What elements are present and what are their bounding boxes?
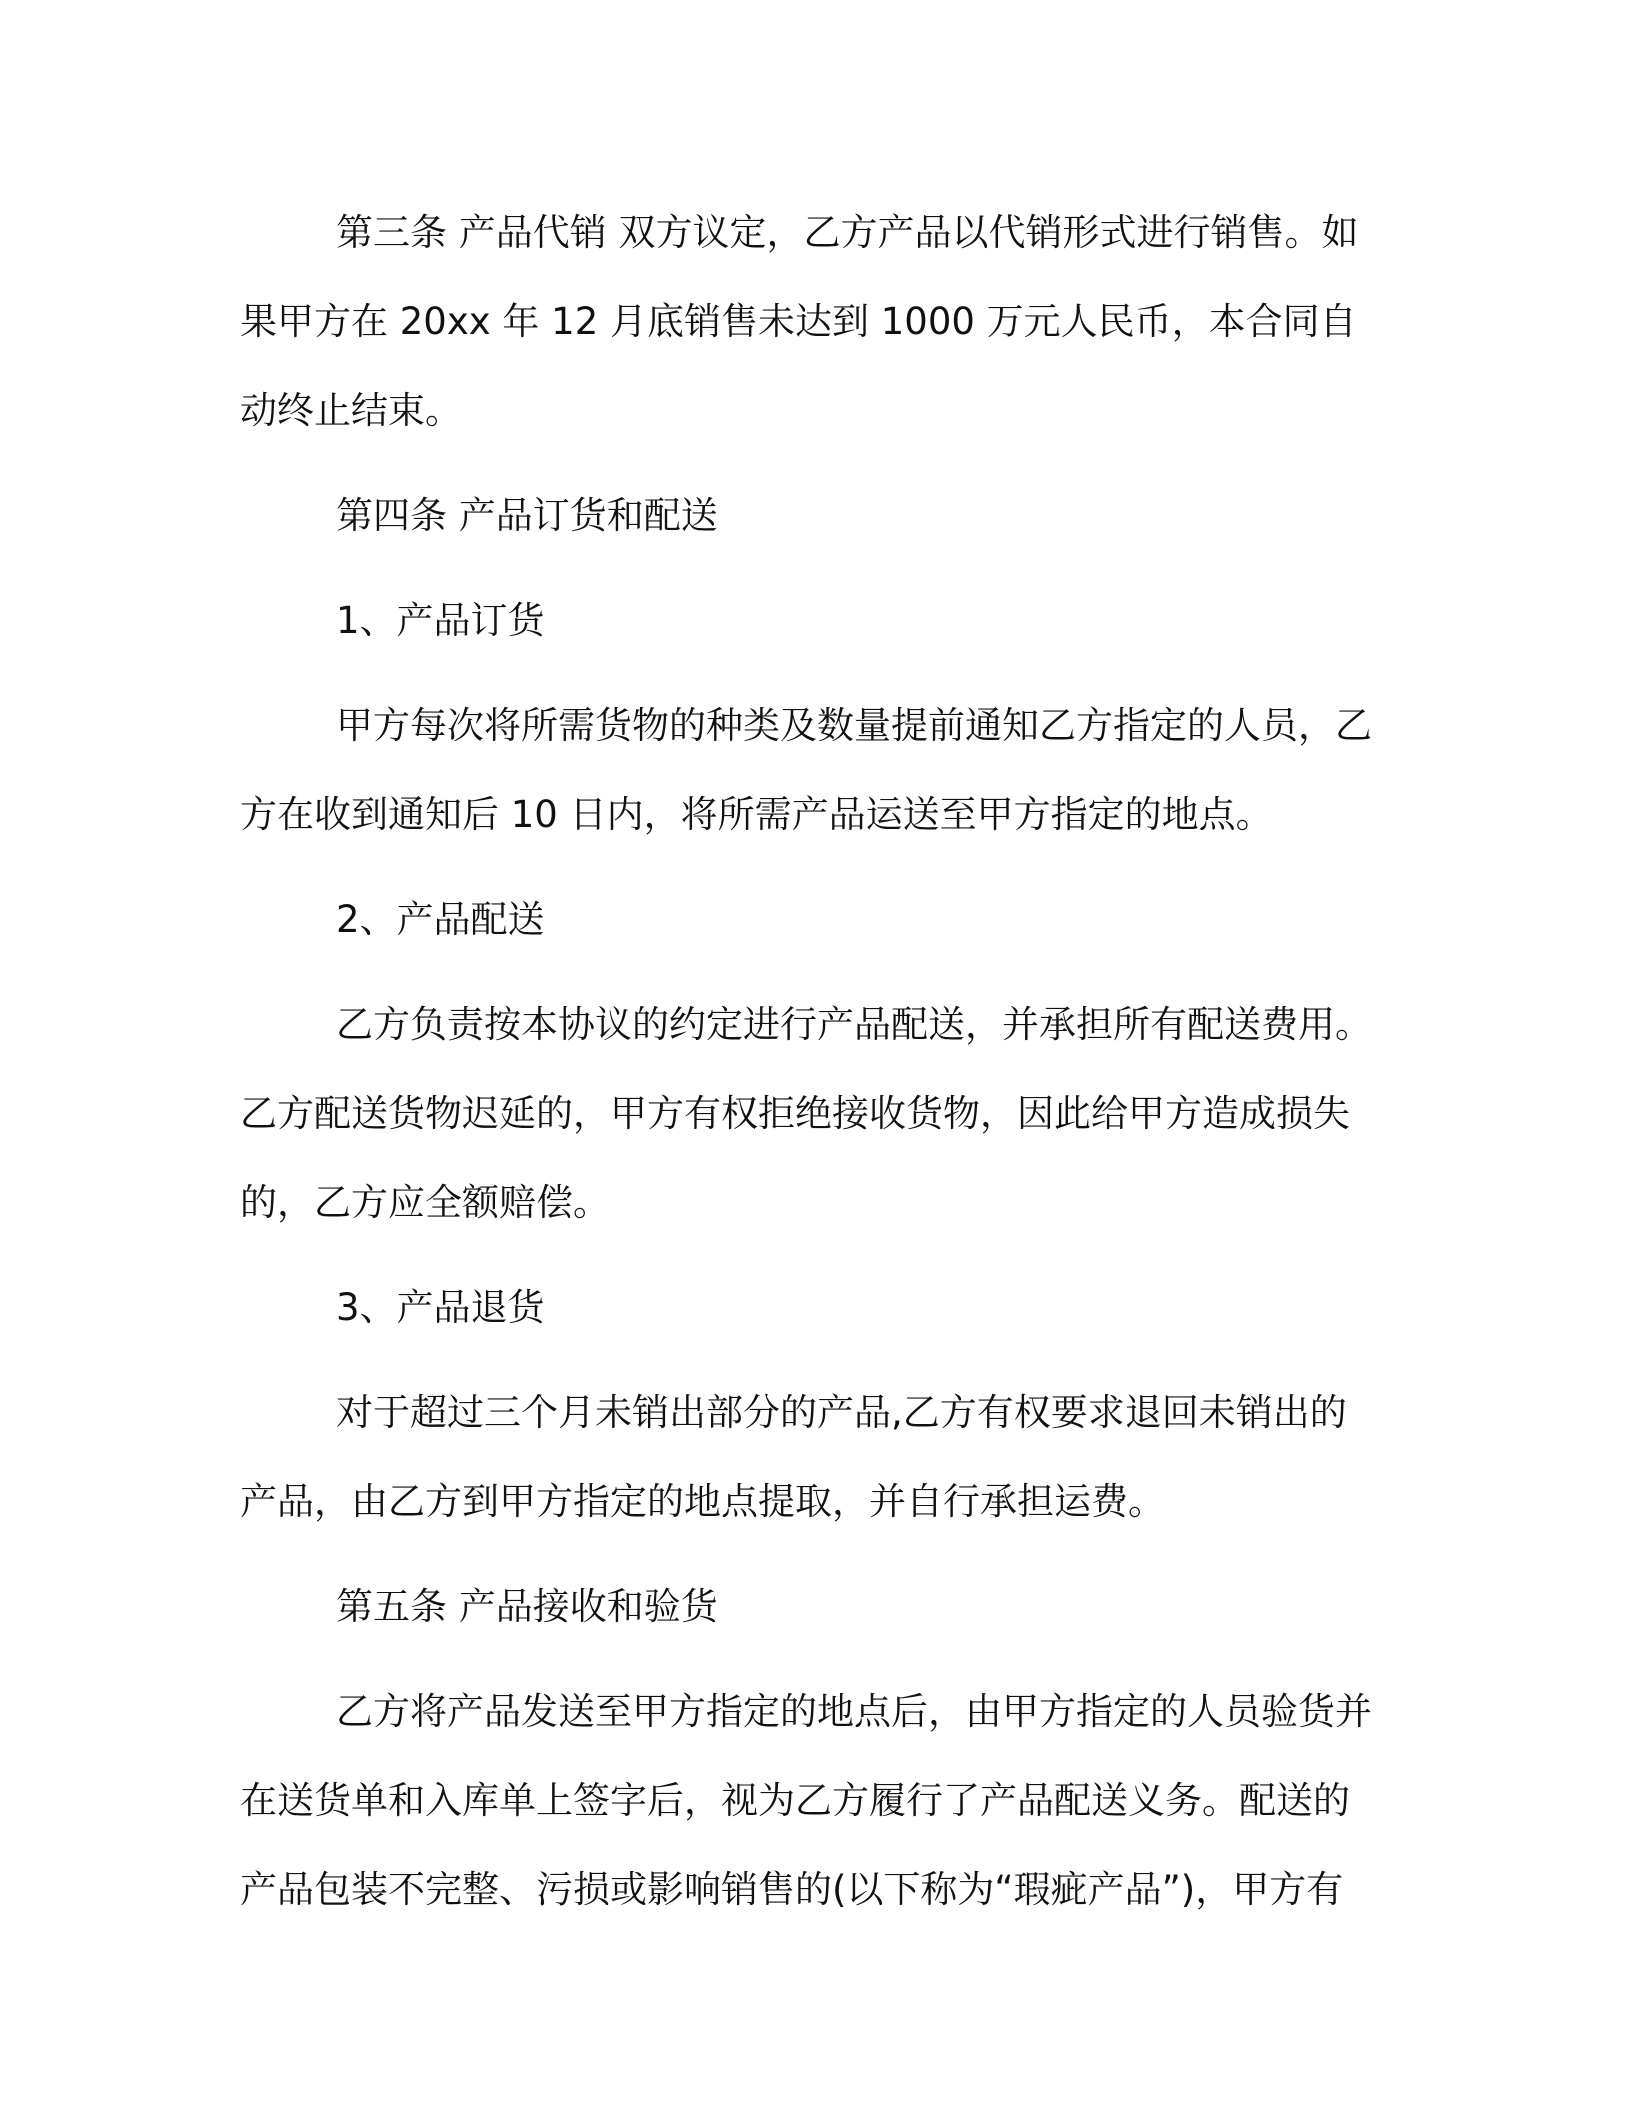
article-4-2-paragraph: 乙方负责按本协议的约定进行产品配送，并承担所有配送费用。乙方配送货物迟延的，甲方有权拒绝接收货物，因此给甲方造成损失的，乙方应全额赔偿。	[240, 1003, 1372, 1224]
article-5-paragraph: 乙方将产品发送至甲方指定的地点后，由甲方指定的人员验货并在送货单和入库单上签字后，视为乙方履行了产品配送义务。配送的产品包装不完整、污损或影响销售的(以下称为“瑕疵产品”)，甲方有	[240, 1690, 1372, 1911]
article-4-3-heading: 3、产品退货	[336, 1286, 545, 1329]
paragraph-gap	[240, 665, 1380, 681]
paragraph-gap	[240, 455, 1380, 471]
document-body	[240, 188, 1380, 1934]
article-4-1-paragraph: 甲方每次将所需货物的种类及数量提前通知乙方指定的人员，乙方在收到通知后 10 日内，将所需产品运送至甲方指定的地点。	[240, 704, 1372, 836]
paragraph-gap	[240, 964, 1380, 980]
paragraph-gap	[240, 859, 1380, 875]
article-4-3-paragraph: 对于超过三个月未销出部分的产品,乙方有权要求退回未销出的产品，由乙方到甲方指定的地点提取，并自行承担运费。	[240, 1391, 1347, 1523]
article-3-paragraph: 第三条 产品代销 双方议定，乙方产品以代销形式进行销售。如果甲方在 20xx 年 12 月底销售未达到 1000 万元人民币，本合同自动终止结束。	[240, 211, 1359, 432]
article-4-1-heading: 1、产品订货	[336, 599, 545, 642]
article-4-2-heading: 2、产品配送	[336, 898, 545, 941]
paragraph-gap	[240, 1651, 1380, 1667]
article-5-heading: 第五条 产品接收和验货	[336, 1585, 718, 1628]
paragraph-gap	[240, 1352, 1380, 1368]
paragraph-gap	[240, 1247, 1380, 1263]
paragraph-gap	[240, 560, 1380, 576]
paragraph-gap	[240, 1546, 1380, 1562]
article-4-heading: 第四条 产品订货和配送	[336, 494, 718, 537]
